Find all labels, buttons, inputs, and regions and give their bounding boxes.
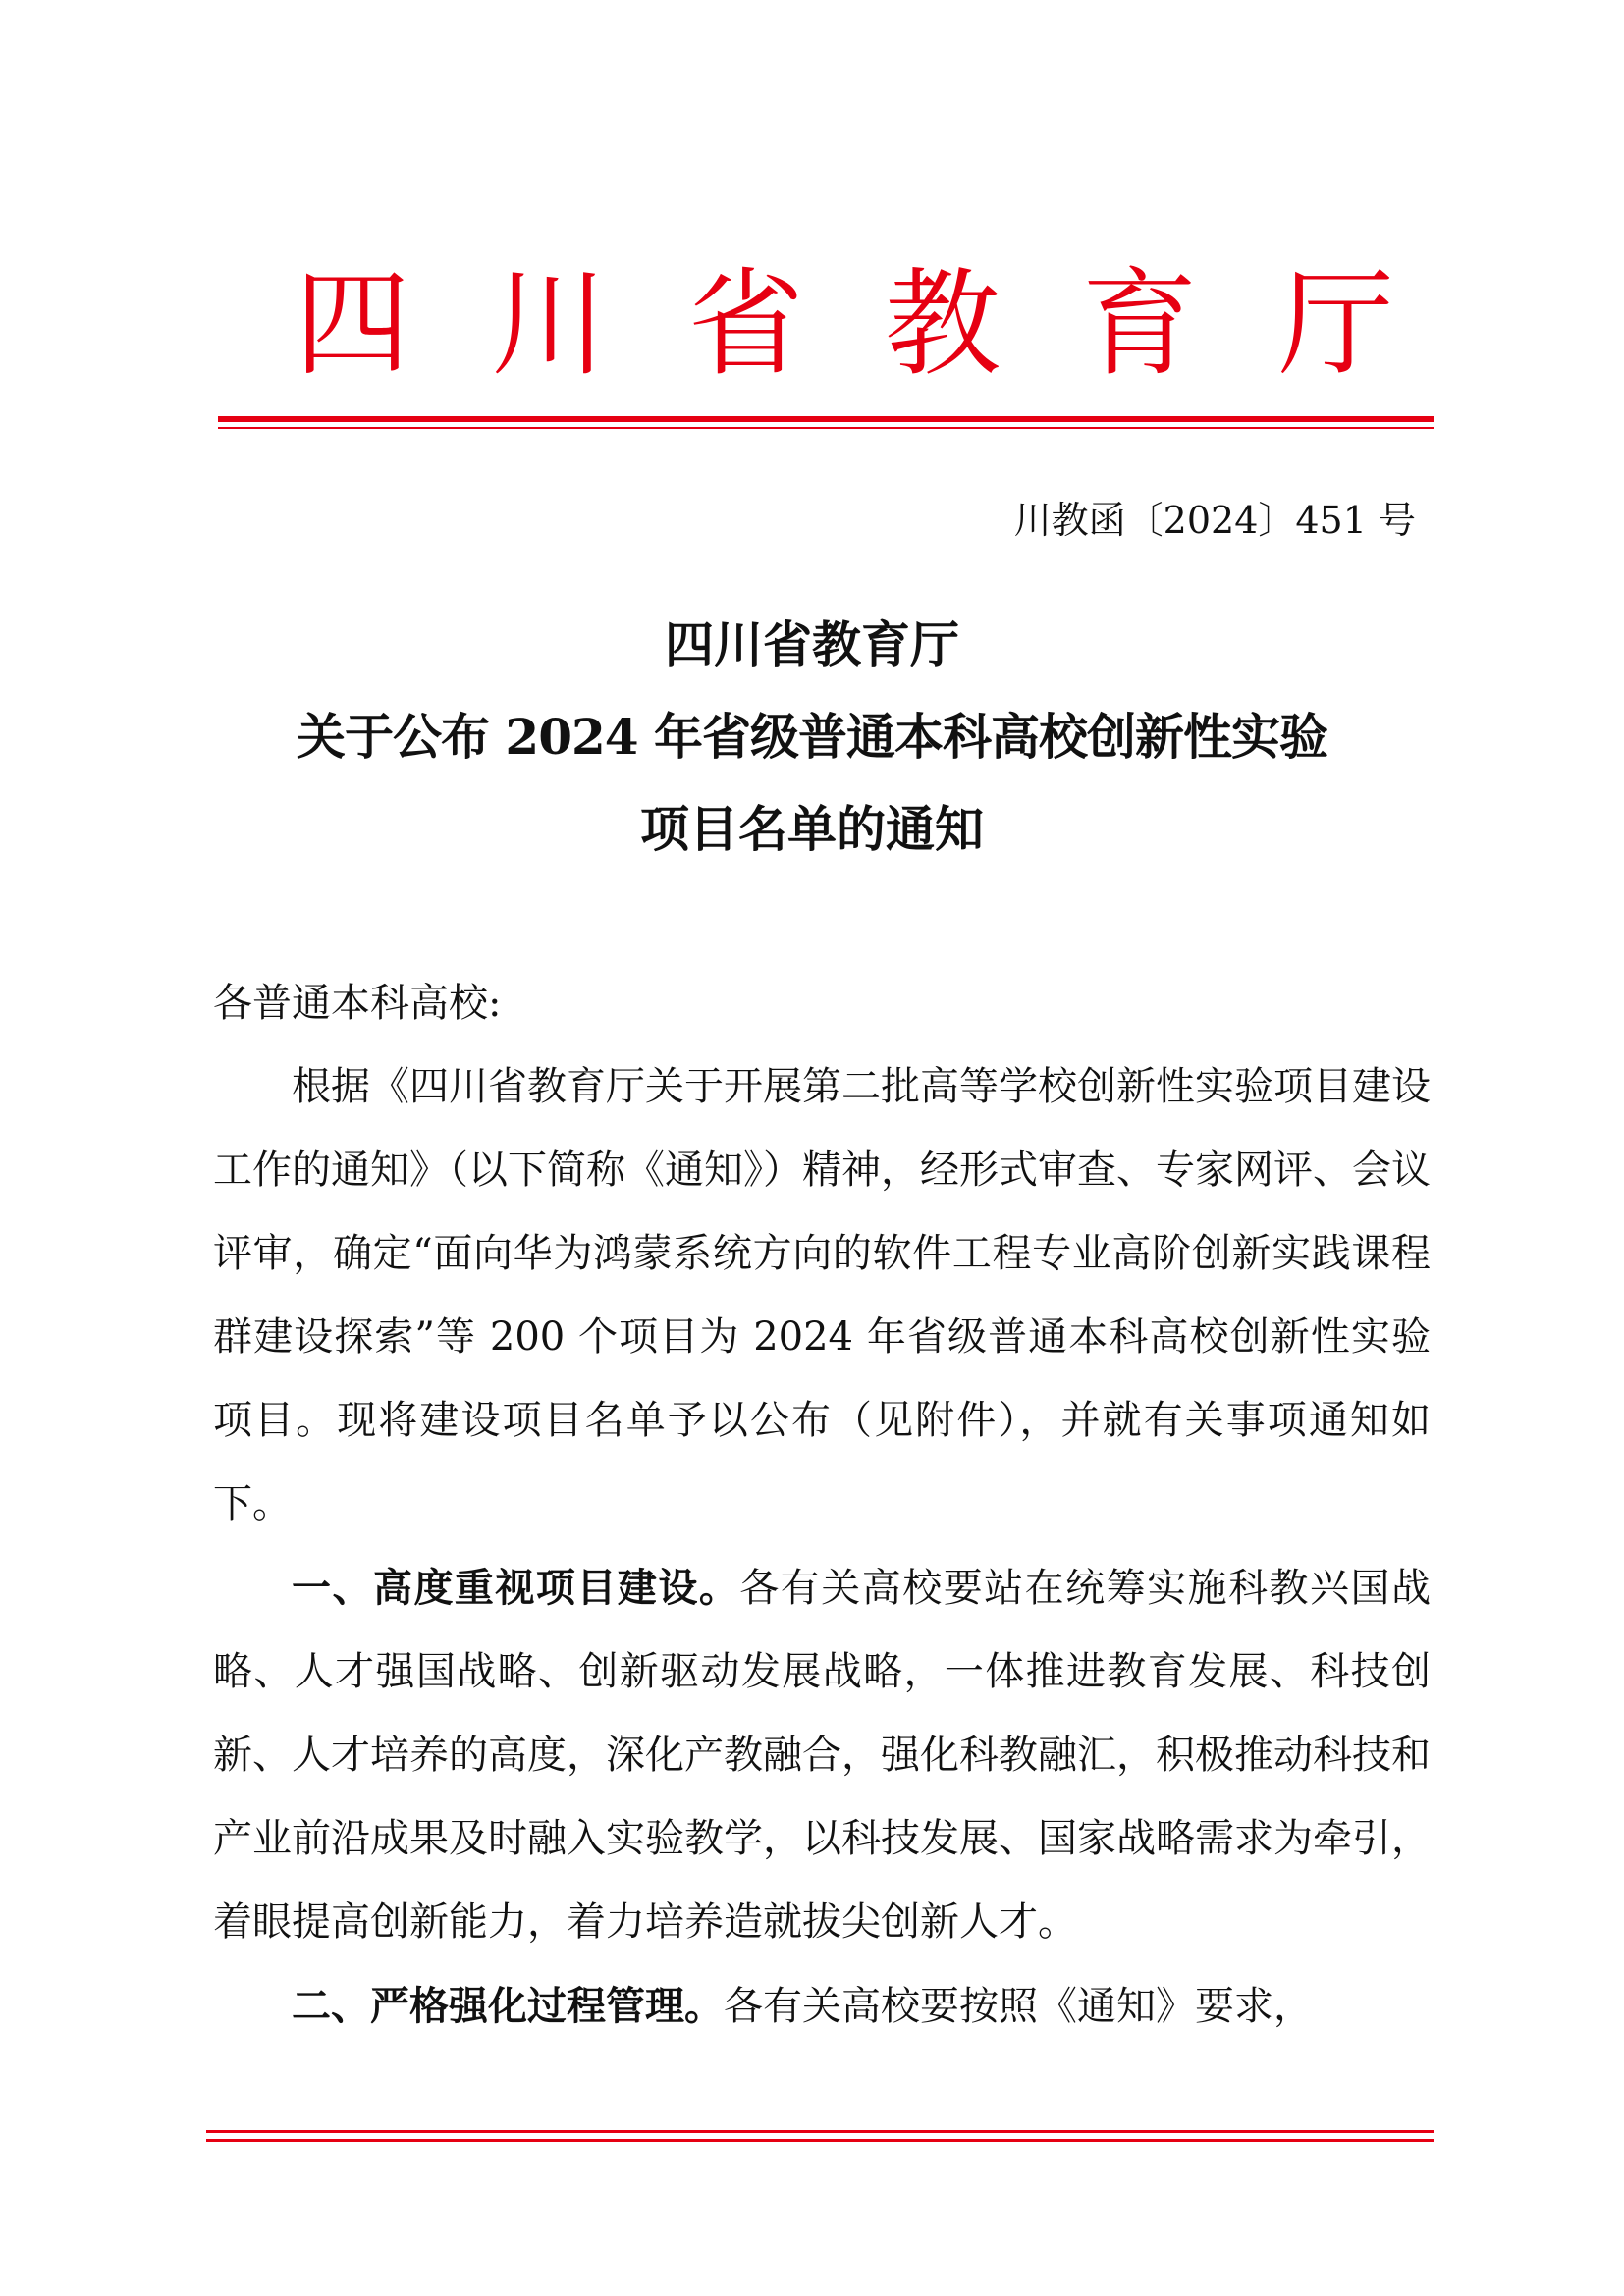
footer-rule-bottom xyxy=(206,2139,1434,2142)
footer-red-rule xyxy=(206,2130,1434,2142)
body-paragraph-1: 根据《四川省教育厅关于开展第二批高等学校创新性实验项目建设工作的通知》（以下简称《通知》）精神，经形式审查、专家网评、会议评审，确定“面向华为鸿蒙系统方向的软件工程专业高阶创新实践课程群建设探索”等 200 个项目为 2024 年省级普通本科高校创新性实验项目。现将建设项目名单予以公布（见附件），并就有关事项通知如下。 xyxy=(213,1064,1431,1526)
header-char: 四 xyxy=(295,256,411,392)
header-char: 厅 xyxy=(1277,256,1394,392)
document-title xyxy=(196,611,1428,887)
header-rule-thin xyxy=(218,427,1434,429)
header-rule-thick xyxy=(218,416,1434,422)
section-2-text: 各有关高校要按照《通知》要求， xyxy=(724,1984,1313,2029)
body-section-1 xyxy=(213,1546,1431,1964)
header-red-rule xyxy=(218,416,1434,429)
document-number: 川教函〔2024〕451 号 xyxy=(1013,499,1416,542)
section-1-text: 各有关高校要站在统筹实施科教兴国战略、人才强国战略、创新驱动发展战略，一体推进教育发展、科技创新、人才培养的高度，深化产教融合，强化科教融汇，积极推动科技和产业前沿成果及时融入实验教学，以科技发展、国家战略需求为牵引，着眼提高创新能力，着力培养造就拔尖创新人才。 xyxy=(213,1566,1432,1945)
header-char: 省 xyxy=(687,256,804,392)
header-char: 育 xyxy=(1081,256,1198,392)
header-char: 教 xyxy=(885,256,1001,392)
header-char: 川 xyxy=(491,256,608,392)
title-line-1: 四川省教育厅 xyxy=(665,615,959,673)
title-line-3: 项目名单的通知 xyxy=(640,800,984,858)
title-line-2: 关于公布 2024 年省级普通本科高校创新性实验 xyxy=(297,708,1327,766)
body-section-2 xyxy=(213,1964,1431,2049)
footer-rule-top xyxy=(206,2130,1434,2133)
issuing-authority-header xyxy=(295,250,1394,398)
document-body xyxy=(213,962,1431,2049)
section-1-heading: 一、高度重视项目建设。 xyxy=(292,1565,740,1611)
section-2-heading: 二、严格强化过程管理。 xyxy=(292,1983,724,2029)
salutation: 各普通本科高校: xyxy=(213,981,502,1026)
